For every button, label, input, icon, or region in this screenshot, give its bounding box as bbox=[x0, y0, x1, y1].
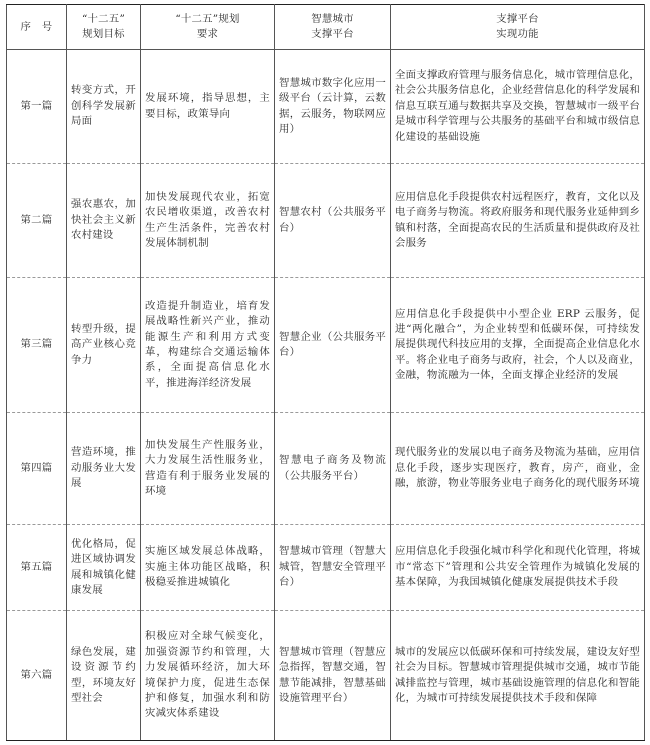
table-row bbox=[7, 278, 645, 413]
table-row bbox=[7, 413, 645, 525]
function-cell: 现代服务业的发展以电子商务及物流为基础，应用信息化手段，逐步实现医疗，教育，房产，商业，金融，旅游，物业等服务业电子商务化的现代服务环境 bbox=[391, 413, 645, 525]
requirement-cell: 实施区域发展总体战略，实施主体功能区战略，积极稳妥推进城镇化 bbox=[141, 525, 275, 611]
seq-cell: 第四篇 bbox=[7, 413, 67, 525]
requirement-cell: 改造提升制造业，培育发展战略性新兴产业，推动能源生产和利用方式变革，构建综合交通运输体系，全面提高信息化水平，推进海洋经济发展 bbox=[141, 278, 275, 413]
goal-cell: 转变方式，开创科学发展新局面 bbox=[67, 50, 141, 164]
header-platform: 智慧城市 支撑平台 bbox=[275, 5, 391, 50]
table-row bbox=[7, 611, 645, 741]
platform-cell: 智慧企业（公共服务平台） bbox=[275, 278, 391, 413]
requirement-cell: 加快发展生产性服务业，大力发展生活性服务业，营造有利于服务业发展的环境 bbox=[141, 413, 275, 525]
function-cell: 应用信息化手段提供农村远程医疗，教育，文化以及电子商务与物流。将政府服务和现代服务业延伸到乡镇和村落，全面提高农民的生活质量和提供政府及社会服务 bbox=[391, 164, 645, 278]
header-function: 支撑平台 实现功能 bbox=[391, 5, 645, 50]
platform-cell: 智慧城市管理（智慧应急指挥，智慧交通，智慧节能减排，智慧基础设施管理平台） bbox=[275, 611, 391, 741]
requirement-cell: 发展环境，指导思想，主要目标，政策导向 bbox=[141, 50, 275, 164]
requirement-cell: 积极应对全球气候变化，加强资源节约和管理，大力发展循环经济，加大环境保护力度，促进生态保护和修复，加强水利和防灾减灾体系建设 bbox=[141, 611, 275, 741]
function-cell: 城市的发展应以低碳环保和可持续发展，建设友好型社会为目标。智慧城市管理提供城市交通，城市节能减排监控与管理，城市基础设施管理的信息化和智能化，为城市可持续发展提供技术手段和保障 bbox=[391, 611, 645, 741]
table-row bbox=[7, 164, 645, 278]
seq-cell: 第三篇 bbox=[7, 278, 67, 413]
table-row bbox=[7, 50, 645, 164]
goal-cell: 优化格局，促进区域协调发展和城镇化健康发展 bbox=[67, 525, 141, 611]
seq-cell: 第二篇 bbox=[7, 164, 67, 278]
goal-cell: 强农惠农，加快社会主义新农村建设 bbox=[67, 164, 141, 278]
seq-cell: 第五篇 bbox=[7, 525, 67, 611]
header-row bbox=[7, 5, 645, 50]
goal-cell: 绿色发展，建设资源节约型，环境友好型社会 bbox=[67, 611, 141, 741]
function-cell: 应用信息化手段强化城市科学化和现代化管理，将城市“常态下”管理和公共安全管理作为城镇化发展的基本保障，为我国城镇化健康发展提供技术手段 bbox=[391, 525, 645, 611]
function-cell: 全面支撑政府管理与服务信息化，城市管理信息化，社会公共服务信息化，企业经营信息化的科学发展和信息互联互通与数据共享及交换，智慧城市一级平台是城市科学管理与公共服务的基础平台和城市级信息化建设的基础设施 bbox=[391, 50, 645, 164]
table-row bbox=[7, 525, 645, 611]
goal-cell: 营造环境，推动服务业大发展 bbox=[67, 413, 141, 525]
seq-cell: 第六篇 bbox=[7, 611, 67, 741]
header-seq: 序 号 bbox=[7, 5, 67, 50]
platform-cell: 智慧农村（公共服务平台） bbox=[275, 164, 391, 278]
requirement-cell: 加快发展现代农业，拓宽农民增收渠道，改善农村生产生活条件，完善农村发展体制机制 bbox=[141, 164, 275, 278]
function-cell: 应用信息化手段提供中小型企业 ERP 云服务，促进“两化融合”，为企业转型和低碳环保，可持续发展提供现代科技应用的支撑，全面提高企业信息化水平。将企业电子商务与政府，社会，个人以及商业，金融，物流融为一体，全面支撑企业经济的发展 bbox=[391, 278, 645, 413]
platform-cell: 智慧城市数字化应用一级平台（云计算，云数据，云服务，物联网应用） bbox=[275, 50, 391, 164]
header-goal: “十二五” 规划目标 bbox=[67, 5, 141, 50]
goal-cell: 转型升级，提高产业核心竞争力 bbox=[67, 278, 141, 413]
platform-cell: 智慧电子商务及物流（公共服务平台） bbox=[275, 413, 391, 525]
header-requirement: “十二五”规划 要求 bbox=[141, 5, 275, 50]
platform-cell: 智慧城市管理（智慧大城管，智慧安全管理平台） bbox=[275, 525, 391, 611]
seq-cell: 第一篇 bbox=[7, 50, 67, 164]
planning-table bbox=[6, 4, 645, 741]
